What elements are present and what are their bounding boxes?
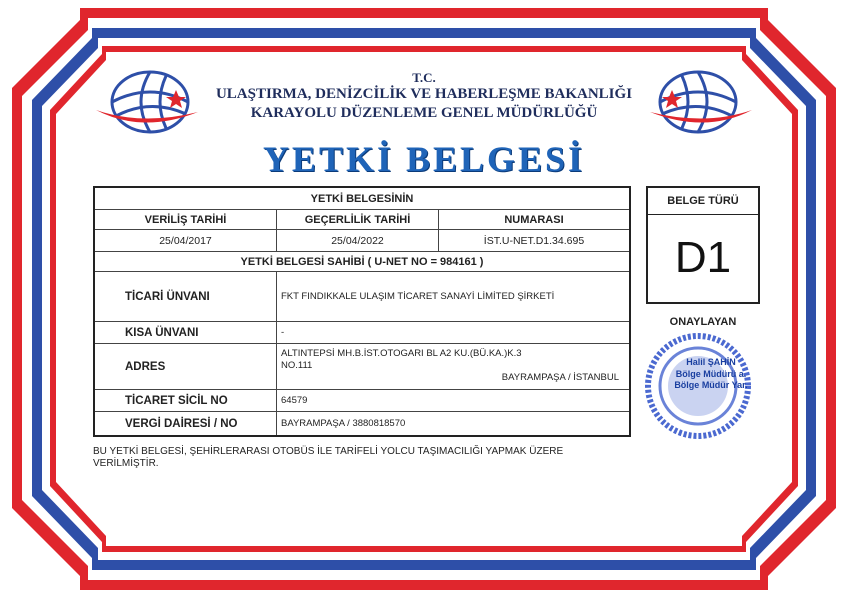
owner-heading-row xyxy=(95,252,629,272)
tax-office-label: VERGİ DAİRESİ / NO xyxy=(95,412,277,435)
validity-date-value: 25/04/2022 xyxy=(277,230,439,251)
column-header-validity-date: GEÇERLİLİK TARİHİ xyxy=(277,210,439,229)
trade-registry-row xyxy=(95,390,629,412)
table-heading-row xyxy=(95,188,629,210)
stamp-title-1: Bölge Müdürü a. xyxy=(675,369,747,379)
address-line-2: NO.111 xyxy=(281,360,313,371)
certificate-number-value: İST.U-NET.D1.34.695 xyxy=(483,234,585,247)
trade-name-value: FKT FINDIKKALE ULAŞIM TİCARET SANAYİ LİMİTED ŞİRKETİ xyxy=(281,291,555,302)
address-line-1: ALTINTEPSİ MH.B.İST.OTOGARI BL A2 KU.(BÜ.KA.)K.3 xyxy=(281,348,522,359)
address-label: ADRES xyxy=(95,344,277,389)
column-header-issue-date: VERİLİŞ TARİHİ xyxy=(95,210,277,229)
trade-name-row xyxy=(95,272,629,322)
date-values-row xyxy=(95,230,629,252)
address-city: BAYRAMPAŞA / İSTANBUL xyxy=(501,372,619,383)
trade-registry-label: TİCARET SİCİL NO xyxy=(95,390,277,411)
footer-line-2: VERİLMİŞTİR. xyxy=(93,458,159,469)
stamp-name: Halil ŞAHİN xyxy=(686,357,736,367)
trade-registry-value: 64579 xyxy=(281,395,308,406)
short-name-label: KISA ÜNVANI xyxy=(95,322,277,343)
column-header-number: NUMARASI xyxy=(504,213,564,226)
document-type-box xyxy=(646,186,760,304)
header-ministry: ULAŞTIRMA, DENİZCİLİK VE HABERLEŞME BAKANLIĞI xyxy=(215,86,633,102)
header-directorate: KARAYOLU DÜZENLEME GENEL MÜDÜRLÜĞÜ xyxy=(250,105,598,121)
document-title: YETKİ BELGESİ xyxy=(262,139,586,179)
trade-name-label: TİCARİ ÜNVANI xyxy=(95,272,277,321)
short-name-row xyxy=(95,322,629,344)
stamp-title-2: Bölge Müdür Yar. xyxy=(674,380,748,390)
certificate-table xyxy=(93,186,631,437)
owner-heading: YETKİ BELGESİ SAHİBİ ( U-NET NO = 984161 ) xyxy=(240,255,484,268)
footer-note xyxy=(93,446,613,470)
tax-office-row xyxy=(95,412,629,435)
address-row xyxy=(95,344,629,390)
header-tc: T.C. xyxy=(412,70,436,85)
issue-date-value: 25/04/2017 xyxy=(95,230,277,251)
document-type-value: D1 xyxy=(674,233,732,282)
short-name-value: - xyxy=(281,327,285,338)
table-heading: YETKİ BELGESİNİN xyxy=(310,192,414,205)
tax-office-value: BAYRAMPAŞA / 3880818570 xyxy=(281,418,406,429)
column-header-row xyxy=(95,210,629,230)
approver-label: ONAYLAYAN xyxy=(669,316,737,328)
footer-line-1: BU YETKİ BELGESİ, ŞEHİRLERARASI OTOBÜS İLE TARİFELİ YOLCU TAŞIMACILIĞI YAPMAK ÜZERE xyxy=(93,446,564,457)
document-type-label: BELGE TÜRÜ xyxy=(648,188,758,215)
